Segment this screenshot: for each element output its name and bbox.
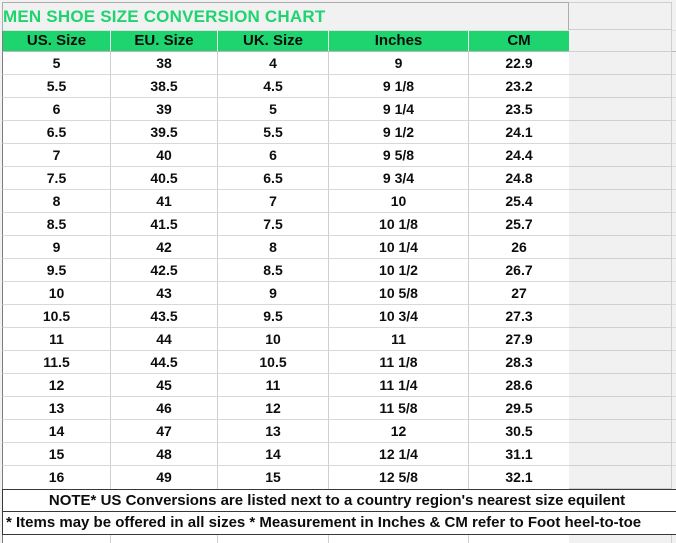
col-header-eu-size: EU. Size — [111, 31, 218, 51]
table-cell: 26.7 — [469, 259, 570, 281]
table-cell: 9 — [3, 236, 111, 258]
table-cell: 10 — [329, 190, 469, 212]
table-cell: 13 — [3, 397, 111, 419]
empty-side-cell — [569, 420, 672, 443]
empty-side-cell — [569, 351, 672, 374]
empty-side-cell — [569, 282, 672, 305]
table-cell: 11 1/8 — [329, 351, 469, 373]
empty-cell — [111, 535, 218, 543]
table-cell: 26 — [469, 236, 570, 258]
table-cell: 42.5 — [111, 259, 218, 281]
table-cell: 9 1/4 — [329, 98, 469, 120]
table-cell: 5 — [3, 52, 111, 74]
table-cell: 32.1 — [469, 466, 570, 489]
table-cell: 10 — [3, 282, 111, 304]
table-cell: 14 — [218, 443, 329, 465]
empty-side-column — [569, 2, 672, 489]
table-cell: 49 — [111, 466, 218, 489]
table-cell: 9.5 — [3, 259, 111, 281]
table-cell: 11 — [218, 374, 329, 396]
empty-side-cell — [569, 190, 672, 213]
table-cell: 44.5 — [111, 351, 218, 373]
empty-side-cell — [569, 98, 672, 121]
table-cell: 7.5 — [218, 213, 329, 235]
table-cell: 4 — [218, 52, 329, 74]
table-cell: 6.5 — [3, 121, 111, 143]
table-cell: 12 — [329, 420, 469, 442]
empty-side-cell — [569, 213, 672, 236]
empty-cell — [218, 535, 329, 543]
empty-side-cell — [569, 397, 672, 420]
table-cell: 40.5 — [111, 167, 218, 189]
table-cell: 5.5 — [218, 121, 329, 143]
table-cell: 15 — [218, 466, 329, 489]
empty-side-cell — [569, 305, 672, 328]
table-cell: 40 — [111, 144, 218, 166]
empty-cell — [329, 535, 469, 543]
table-cell: 10 — [218, 328, 329, 350]
col-header-uk-size: UK. Size — [218, 31, 329, 51]
table-cell: 39.5 — [111, 121, 218, 143]
chart-title: MEN SHOE SIZE CONVERSION CHART — [2, 2, 569, 30]
table-cell: 15 — [3, 443, 111, 465]
table-cell: 24.4 — [469, 144, 570, 166]
table-cell: 10 1/8 — [329, 213, 469, 235]
table-cell: 10.5 — [218, 351, 329, 373]
table-cell: 28.6 — [469, 374, 570, 396]
table-cell: 9 5/8 — [329, 144, 469, 166]
table-cell: 43.5 — [111, 305, 218, 327]
table-cell: 46 — [111, 397, 218, 419]
table-cell: 41.5 — [111, 213, 218, 235]
table-cell: 12 — [218, 397, 329, 419]
table-cell: 9 3/4 — [329, 167, 469, 189]
table-cell: 23.2 — [469, 75, 570, 97]
table-cell: 6.5 — [218, 167, 329, 189]
note-line-2: * Items may be offered in all sizes * Measurement in Inches & CM refer to Foot heel-to-toe — [6, 514, 642, 531]
empty-side-cell — [569, 236, 672, 259]
table-cell: 24.8 — [469, 167, 570, 189]
table-cell: 7 — [3, 144, 111, 166]
empty-side-cell — [569, 259, 672, 282]
table-cell: 10 3/4 — [329, 305, 469, 327]
table-cell: 47 — [111, 420, 218, 442]
empty-side-cell — [569, 374, 672, 397]
table-cell: 27.9 — [469, 328, 570, 350]
table-cell: 41 — [111, 190, 218, 212]
table-cell: 27.3 — [469, 305, 570, 327]
table-cell: 28.3 — [469, 351, 570, 373]
table-cell: 7 — [218, 190, 329, 212]
table-cell: 9.5 — [218, 305, 329, 327]
table-cell: 8.5 — [218, 259, 329, 281]
table-cell: 10 1/2 — [329, 259, 469, 281]
table-cell: 25.4 — [469, 190, 570, 212]
table-cell: 5.5 — [3, 75, 111, 97]
table-cell: 31.1 — [469, 443, 570, 465]
table-cell: 16 — [3, 466, 111, 489]
table-cell: 12 5/8 — [329, 466, 469, 489]
table-cell: 6 — [218, 144, 329, 166]
empty-side-cell — [569, 144, 672, 167]
table-cell: 29.5 — [469, 397, 570, 419]
table-cell: 7.5 — [3, 167, 111, 189]
col-header-us-size: US. Size — [3, 31, 111, 51]
table-cell: 8 — [3, 190, 111, 212]
table-cell: 30.5 — [469, 420, 570, 442]
table-cell: 42 — [111, 236, 218, 258]
table-cell: 24.1 — [469, 121, 570, 143]
empty-side-cell — [569, 167, 672, 190]
table-cell: 48 — [111, 443, 218, 465]
table-cell: 4.5 — [218, 75, 329, 97]
empty-side-cell — [569, 121, 672, 144]
table-cell: 11 — [3, 328, 111, 350]
table-cell: 13 — [218, 420, 329, 442]
table-cell: 25.7 — [469, 213, 570, 235]
note-row-2 — [2, 512, 676, 535]
table-cell: 38.5 — [111, 75, 218, 97]
empty-cell — [469, 535, 570, 543]
table-cell: 9 1/8 — [329, 75, 469, 97]
empty-side-cell — [569, 443, 672, 466]
col-header-inches: Inches — [329, 31, 469, 51]
table-cell: 27 — [469, 282, 570, 304]
table-cell: 45 — [111, 374, 218, 396]
empty-side-cell — [569, 328, 672, 351]
table-cell: 8.5 — [3, 213, 111, 235]
table-cell: 11.5 — [3, 351, 111, 373]
table-cell: 43 — [111, 282, 218, 304]
empty-side-cell — [569, 75, 672, 98]
empty-side-cell — [569, 535, 672, 543]
col-header-cm: CM — [469, 31, 570, 51]
table-cell: 10 1/4 — [329, 236, 469, 258]
table-cell: 5 — [218, 98, 329, 120]
table-cell: 6 — [3, 98, 111, 120]
empty-side-cell — [569, 30, 672, 52]
table-cell: 9 1/2 — [329, 121, 469, 143]
table-cell: 23.5 — [469, 98, 570, 120]
table-cell: 38 — [111, 52, 218, 74]
table-cell: 44 — [111, 328, 218, 350]
table-cell: 8 — [218, 236, 329, 258]
note-line-1: NOTE* US Conversions are listed next to a country region's nearest size equilent — [48, 492, 626, 509]
empty-cell — [3, 535, 111, 543]
table-cell: 14 — [3, 420, 111, 442]
table-cell: 12 1/4 — [329, 443, 469, 465]
empty-side-cell — [569, 466, 672, 489]
empty-side-cell — [569, 52, 672, 75]
table-cell: 39 — [111, 98, 218, 120]
table-cell: 22.9 — [469, 52, 570, 74]
table-cell: 11 5/8 — [329, 397, 469, 419]
note-row-1 — [2, 489, 676, 512]
table-cell: 11 — [329, 328, 469, 350]
table-cell: 9 — [329, 52, 469, 74]
table-cell: 9 — [218, 282, 329, 304]
table-cell: 12 — [3, 374, 111, 396]
table-cell: 11 1/4 — [329, 374, 469, 396]
table-cell: 10 5/8 — [329, 282, 469, 304]
table-cell: 10.5 — [3, 305, 111, 327]
empty-side-cell — [569, 2, 672, 30]
